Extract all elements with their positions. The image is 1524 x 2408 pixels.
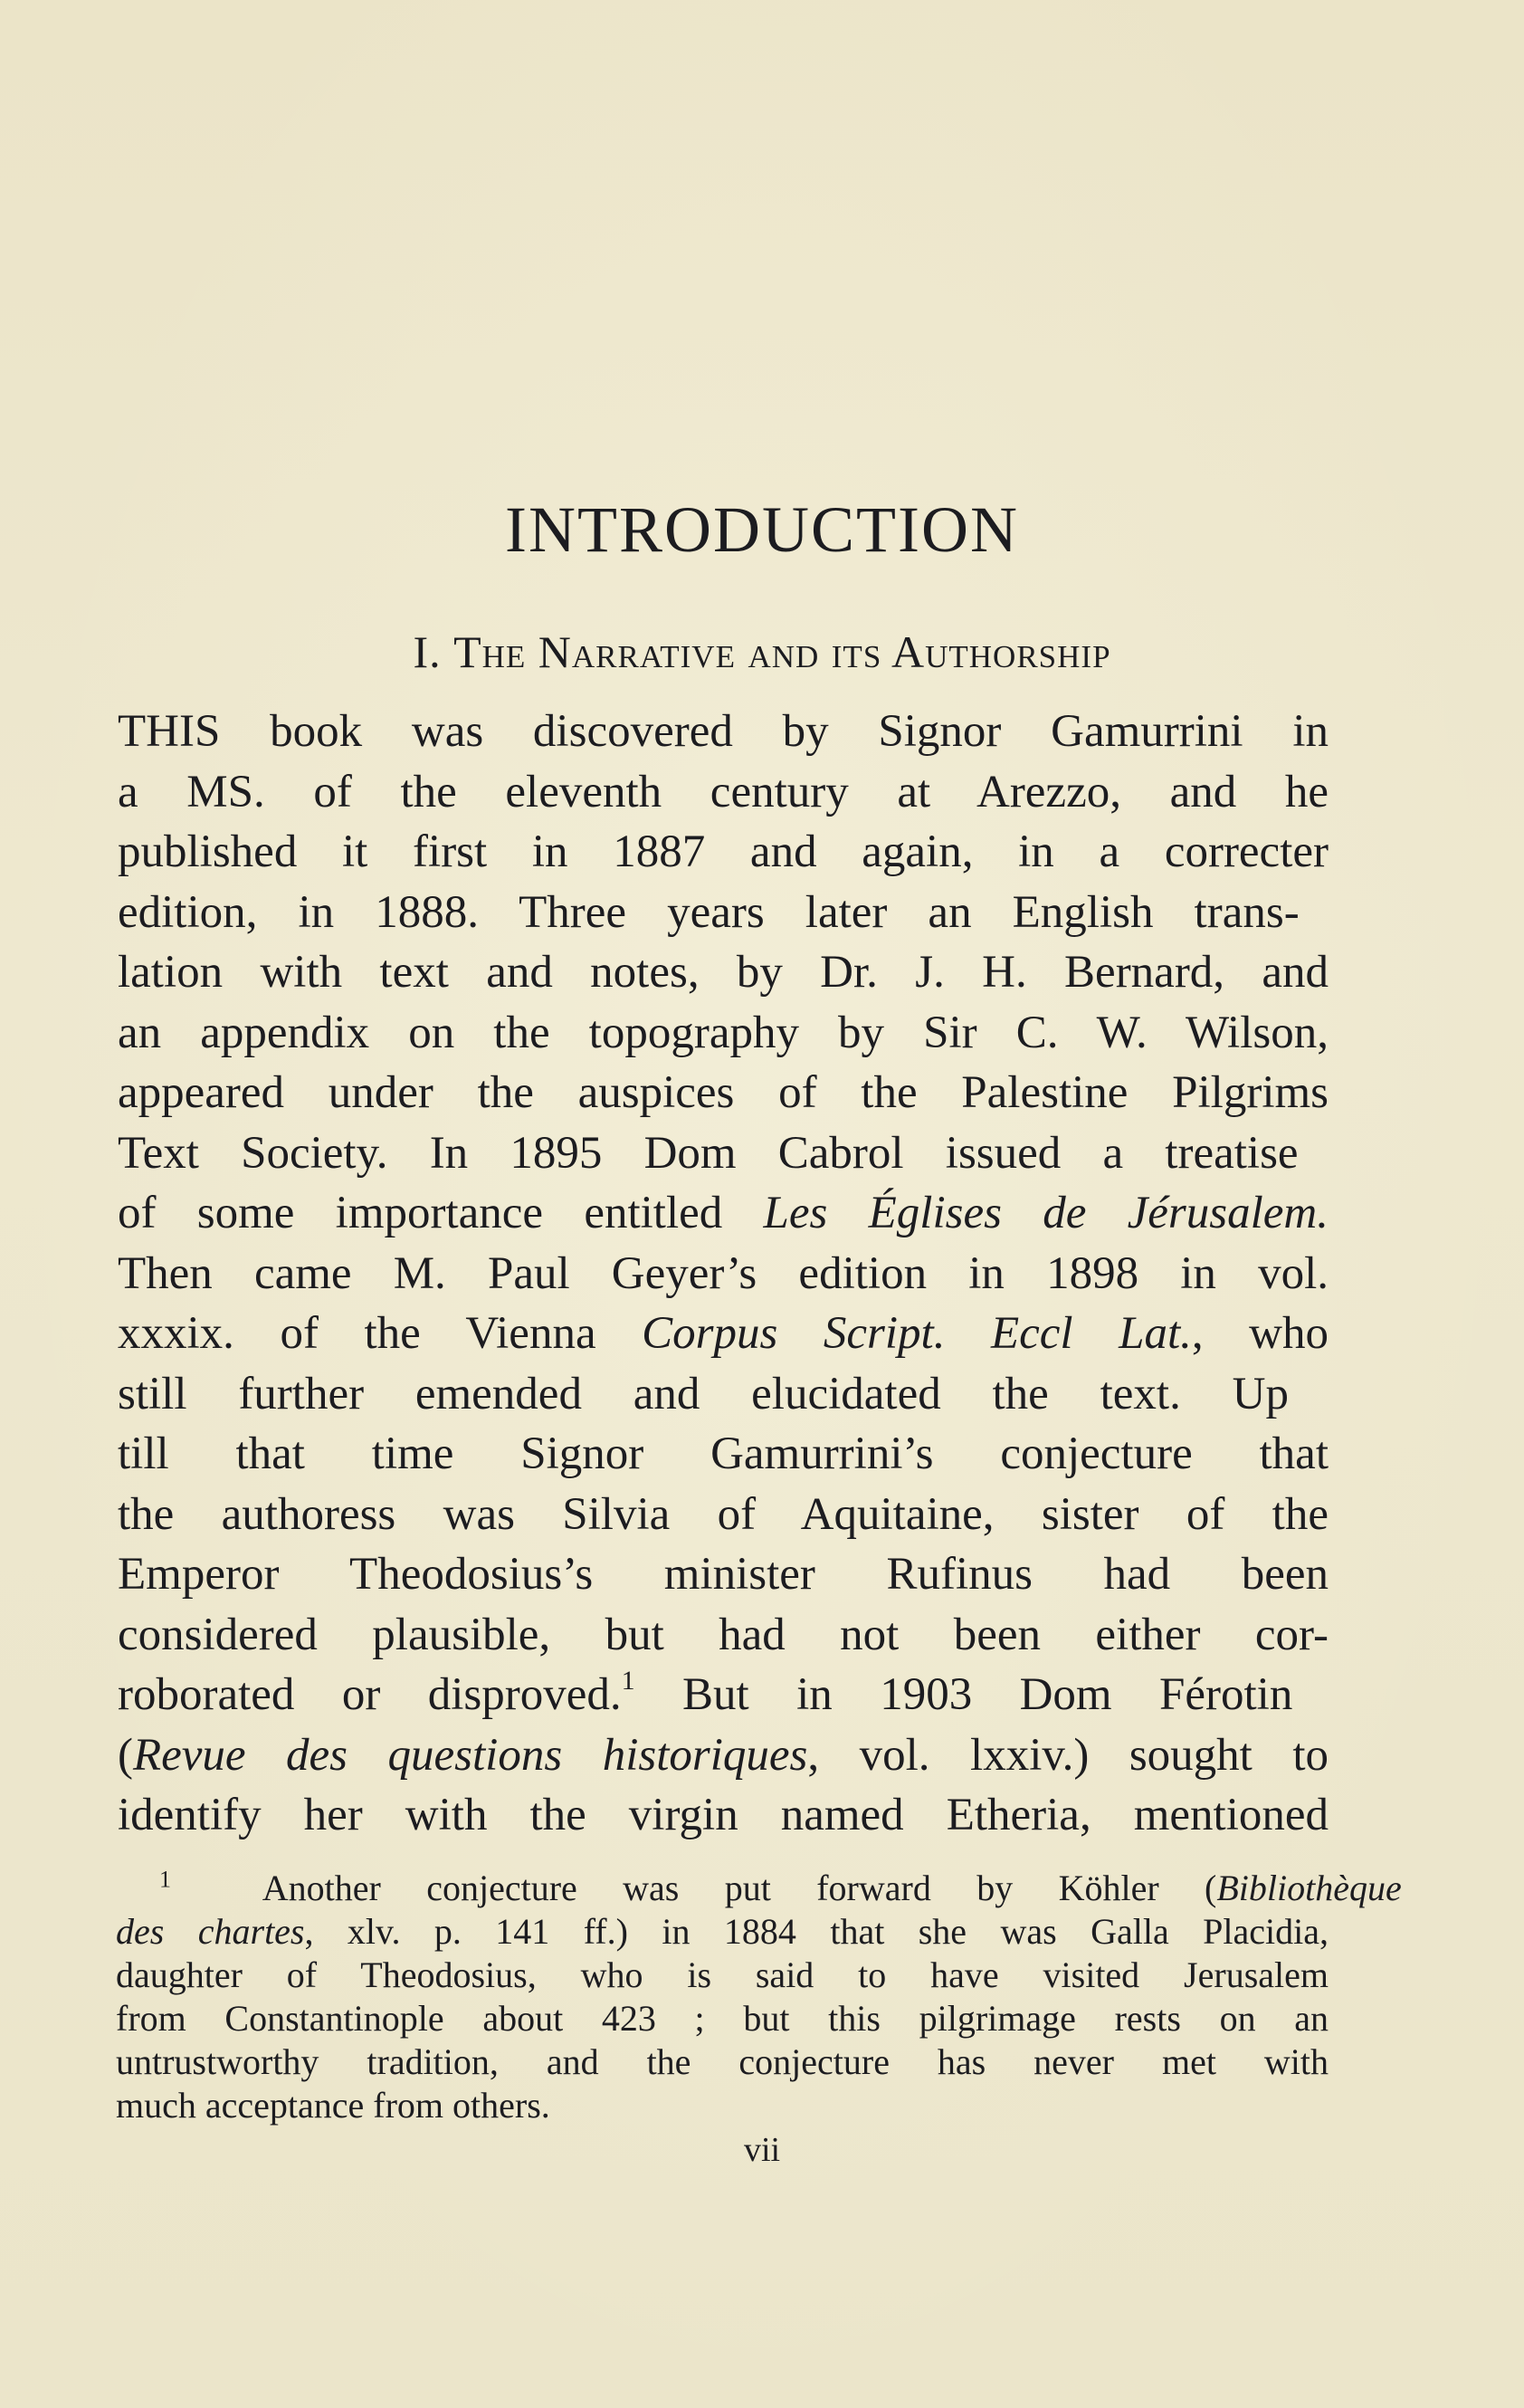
text-span: till that time Signor Gamurrini’s conjecture that	[118, 1429, 1329, 1479]
text-line	[118, 822, 1329, 883]
opening-word: THIS	[118, 706, 221, 757]
text-span: from Constantinople about 423 ; but this pilgrimage rests on an	[116, 1998, 1329, 2039]
italic-title: Corpus Script. Eccl Lat.	[642, 1308, 1192, 1359]
text-line	[118, 1244, 1329, 1304]
text-span: the authoress was Silvia of Aquitaine, sister of the	[118, 1488, 1329, 1540]
text-line	[118, 1123, 1329, 1184]
footnote-line	[116, 1954, 1329, 1997]
text-span: daughter of Theodosius, who is said to have visited Jerusalem	[116, 1954, 1329, 1995]
text-span: xxxix. of the Vienna	[118, 1308, 643, 1359]
section-number: I.	[413, 626, 442, 677]
text-span: a MS. of the eleventh century at Arezzo, and he	[118, 766, 1329, 817]
text-line	[118, 702, 1329, 762]
text-span: edition, in 1888. Three years later an English trans-	[118, 886, 1300, 938]
text-line	[118, 762, 1329, 823]
text-span: lation with text and notes, by Dr. J. H. Bernard, and	[118, 947, 1329, 998]
text-line	[118, 1364, 1329, 1425]
section-heading	[0, 625, 1524, 679]
text-span: Emperor Theodosius’s minister Rufinus had been	[118, 1549, 1329, 1600]
text-span: But in 1903 Dom Férotin	[634, 1669, 1293, 1720]
text-line	[118, 883, 1329, 943]
text-span: identify her with the virgin named Etheria, mentioned	[118, 1790, 1329, 1840]
text-line	[118, 1003, 1329, 1064]
italic-title: Revue des questions historiques	[132, 1729, 808, 1781]
italic-title: Les Églises de Jérusalem.	[763, 1188, 1329, 1238]
text-span: much acceptance from others.	[116, 2085, 550, 2126]
text-span: appeared under the auspices of the Palestine Pilgrims	[118, 1067, 1329, 1118]
text-span: (	[118, 1729, 133, 1781]
text-line	[118, 1304, 1329, 1364]
text-line	[118, 1665, 1329, 1725]
footnote-reference: 1	[621, 1666, 635, 1696]
text-span: published it first in 1887 and again, in a correcter	[118, 827, 1329, 877]
text-span: Text Society. In 1895 Dom Cabrol issued a treatise	[118, 1127, 1299, 1179]
text-span: , who	[1191, 1308, 1329, 1359]
body-text	[118, 702, 1329, 1846]
text-span: Another conjecture was put forward by Köhler (	[262, 1868, 1217, 1908]
text-span: untrustworthy tradition, and the conjecture has never met with	[116, 2041, 1329, 2082]
page-number: vii	[743, 2131, 781, 2169]
footnote-marker: 1	[159, 1866, 171, 1893]
text-line	[118, 1785, 1329, 1846]
italic-title: des chartes	[116, 1911, 305, 1952]
text-span: roborated or disproved.	[118, 1669, 622, 1720]
footnote-line	[116, 2040, 1329, 2084]
text-line	[118, 1544, 1329, 1605]
footnote-line	[116, 1997, 1329, 2040]
footnote-line	[116, 2084, 1329, 2127]
text-span: of some importance entitled	[118, 1188, 764, 1238]
section-title: The Narrative and its Authorship	[453, 626, 1111, 677]
text-line	[118, 1725, 1329, 1786]
text-line	[118, 1485, 1329, 1545]
text-span: , vol. lxxiv.) sought to	[807, 1729, 1329, 1781]
text-span: an appendix on the topography by Sir C. W. Wilson,	[118, 1007, 1329, 1058]
text-line	[118, 942, 1329, 1003]
text-span: still further emended and elucidated the text. Up	[118, 1368, 1289, 1419]
footnote	[116, 1866, 1402, 2127]
text-span: book was discovered by Signor Gamurrini in	[220, 706, 1329, 757]
text-line	[118, 1063, 1329, 1123]
footnote-line	[116, 1910, 1329, 1954]
italic-title: Bibliothèque	[1216, 1868, 1402, 1908]
text-line	[118, 1605, 1329, 1666]
text-span: considered plausible, but had not been either cor-	[118, 1609, 1329, 1660]
text-span: Then came M. Paul Geyer’s edition in 1898 in vol.	[118, 1247, 1329, 1299]
text-line	[118, 1183, 1329, 1244]
chapter-title: INTRODUCTION	[505, 493, 1019, 566]
text-span: , xlv. p. 141 ff.) in 1884 that she was Galla Placidia,	[304, 1911, 1329, 1952]
footnote-line	[116, 1866, 1402, 1910]
text-line	[118, 1424, 1329, 1485]
